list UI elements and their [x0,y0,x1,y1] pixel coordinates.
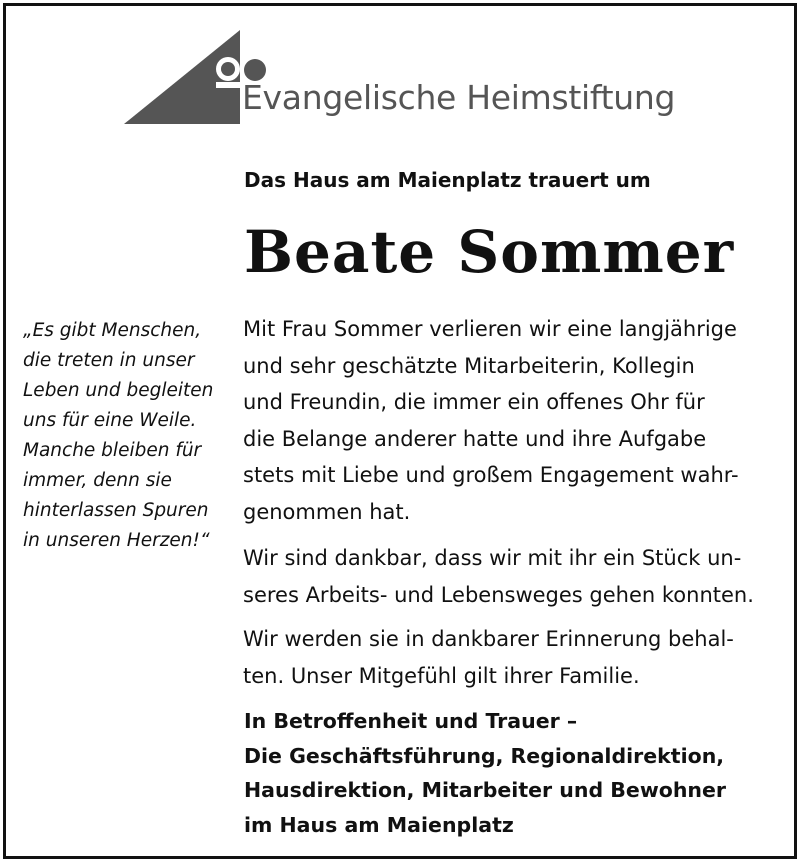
quote-line: uns für eine Weile. [23,410,197,431]
paragraph-1 [243,311,791,530]
body-line: Mit Frau Sommer verlieren wir eine langjährige [243,317,737,341]
quote-line: Leben und begleiten [23,380,214,401]
signoff-line: Die Geschäftsführung, Regionaldirektion, [244,743,725,768]
body-text [243,311,791,694]
deceased-name: Beate Sommer [244,218,735,286]
quote-line: in unseren Herzen!“ [23,530,210,551]
quote-block [23,316,233,556]
signoff-block [244,704,726,842]
body-line: die Belange anderer hatte und ihre Aufgabe [243,426,707,451]
logo [124,30,684,126]
quote-line: die treten in unser [23,350,195,371]
quote-line: „Es gibt Menschen, [23,320,202,341]
body-line: und sehr geschätzte Mitarbeiterin, Kollegin [243,353,695,378]
signoff-line: Hausdirektion, Mitarbeiter und Bewohner [244,778,727,802]
body-line: Wir sind dankbar, dass wir mit ihr ein Stück un- [243,546,742,570]
body-line: Wir werden sie in dankbarer Erinnerung behal- [243,627,734,651]
body-line: und Freundin, die immer ein offenes Ohr für [243,390,705,414]
paragraph-3 [243,621,791,694]
signoff-line: im Haus am Maienplatz [244,812,514,837]
body-line: genommen hat. [243,499,411,524]
paragraph-2 [243,540,791,613]
body-line: ten. Unser Mitgefühl gilt ihrer Familie. [243,663,640,688]
quote-line: immer, denn sie [23,470,172,491]
quote-line: hinterlassen Spuren [23,500,209,521]
signoff-line: In Betroffenheit und Trauer – [244,709,578,733]
logo-text: Evangelische Heimstiftung [242,78,676,117]
body-line: seres Arbeits- und Lebensweges gehen konnten. [243,582,754,607]
body-line: stets mit Liebe und großem Engagement wahr- [243,463,739,487]
quote-line: Manche bleiben für [23,440,202,461]
intro-line: Das Haus am Maienplatz trauert um [244,168,651,192]
